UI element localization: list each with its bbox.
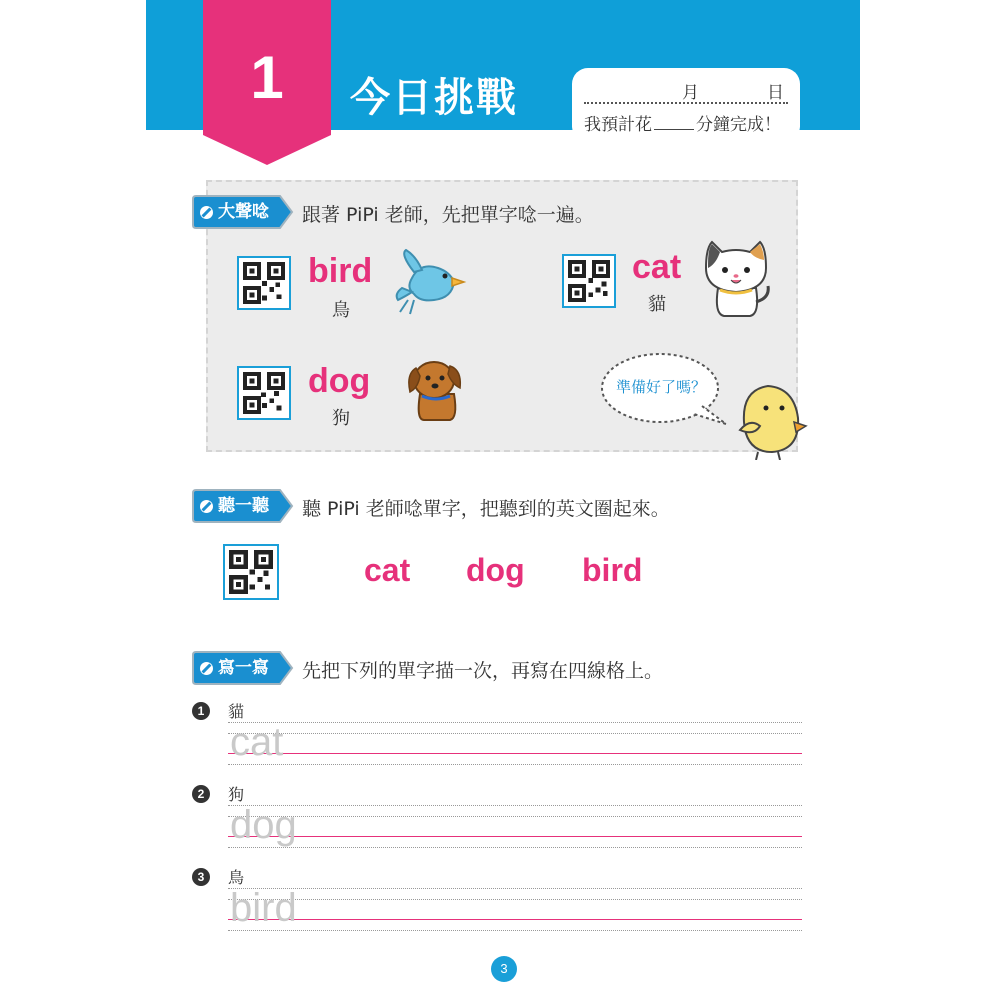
plan-prefix: 我預計花: [584, 115, 652, 135]
speak-instruction: 跟著 PiPi 老師，先把單字唸一遍。: [302, 204, 594, 226]
item-chinese: 鳥: [228, 868, 245, 887]
chick-illustration-icon: [736, 378, 808, 460]
pencil-icon: [200, 500, 213, 513]
writing-item: [192, 700, 802, 770]
speech-bubble-text: 準備好了嗎？: [615, 378, 706, 396]
word-bird: bird: [308, 252, 373, 290]
trace-word: cat: [230, 720, 284, 764]
four-line-grid[interactable]: [228, 722, 802, 768]
page-number: 3: [491, 956, 517, 982]
write-tag-label: 寫一寫: [218, 658, 269, 678]
listen-choice-bird[interactable]: bird: [582, 552, 643, 588]
word-cat: cat: [632, 248, 682, 286]
qr-code-dog[interactable]: [237, 366, 291, 420]
bird-illustration-icon: [392, 248, 468, 316]
qr-code-cat[interactable]: [562, 254, 616, 308]
listen-choice-dog[interactable]: dog: [466, 552, 525, 588]
dog-illustration-icon: [404, 354, 464, 422]
plan-box: [572, 68, 800, 142]
plan-date-row: [584, 76, 788, 104]
word-dog: dog: [308, 362, 371, 400]
speech-bubble: [598, 348, 730, 430]
write-section-tag: [192, 650, 296, 686]
cat-illustration-icon: [698, 238, 774, 320]
speak-section-tag: [192, 194, 296, 230]
listen-tag-label: 聽一聽: [218, 496, 269, 516]
listen-instruction: 聽 PiPi 老師唸單字，把聽到的英文圈起來。: [302, 498, 670, 520]
writing-item: [192, 866, 802, 936]
lesson-tab: [203, 0, 331, 165]
plan-day-label: 日: [767, 83, 784, 103]
plan-time-row: [584, 110, 781, 135]
page-title: 今日挑戰: [350, 75, 518, 121]
qr-code-listen[interactable]: [223, 544, 279, 600]
trace-word: dog: [230, 803, 297, 847]
word-cat-chinese: 貓: [648, 294, 666, 315]
four-line-grid[interactable]: [228, 805, 802, 851]
item-number: 1: [192, 702, 210, 720]
item-chinese: 狗: [228, 785, 245, 804]
write-instruction: 先把下列的單字描一次，再寫在四線格上。: [302, 660, 664, 682]
item-chinese: 貓: [228, 702, 245, 721]
word-bird-chinese: 鳥: [332, 300, 350, 321]
item-number: 2: [192, 785, 210, 803]
pencil-icon: [200, 206, 213, 219]
item-number: 3: [192, 868, 210, 886]
plan-month-label: 月: [682, 83, 699, 103]
qr-code-bird[interactable]: [237, 256, 291, 310]
writing-item: [192, 783, 802, 853]
pencil-icon: [200, 662, 213, 675]
plan-minutes-blank[interactable]: [654, 116, 694, 130]
listen-section-tag: [192, 488, 296, 524]
plan-suffix: 分鐘完成！: [696, 115, 781, 135]
listen-choice-cat[interactable]: cat: [364, 552, 411, 588]
trace-word: bird: [230, 886, 297, 930]
speak-tag-label: 大聲唸: [218, 202, 269, 222]
lesson-number: 1: [250, 44, 284, 111]
four-line-grid[interactable]: [228, 888, 802, 934]
word-dog-chinese: 狗: [332, 408, 350, 429]
